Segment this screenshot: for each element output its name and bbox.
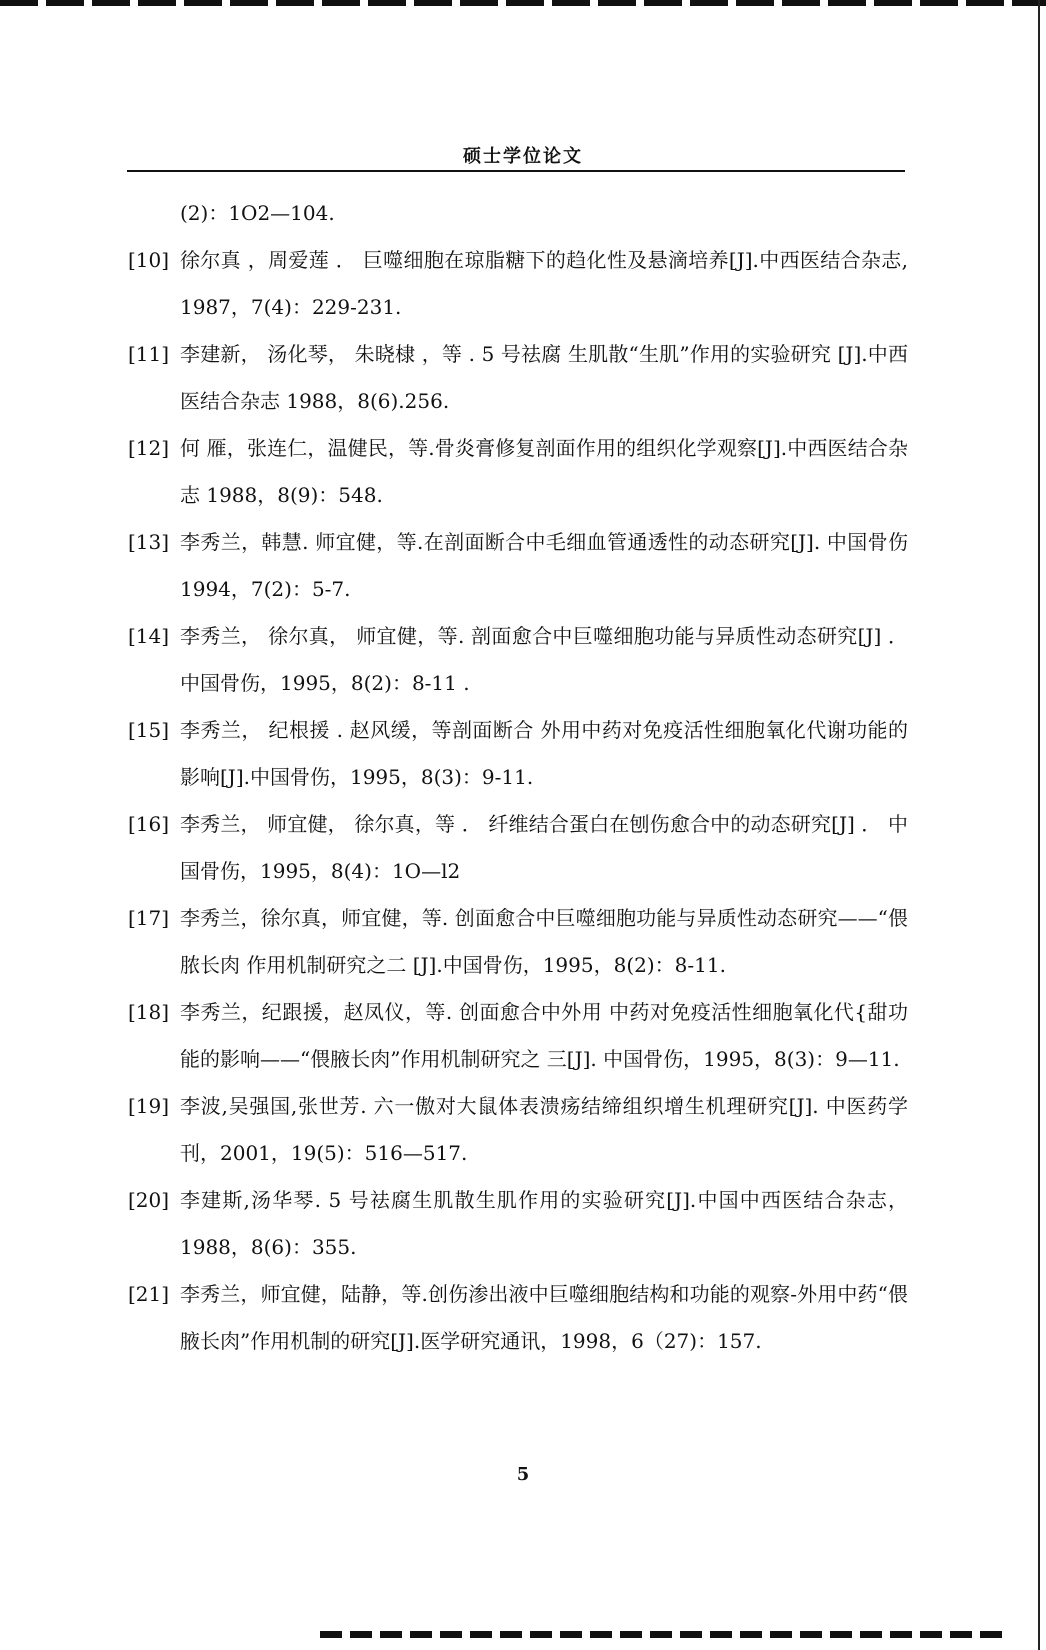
reference-item	[128, 707, 908, 801]
reference-item	[128, 989, 908, 1083]
reference-item	[128, 613, 908, 707]
reference-text: 李秀兰， 纪根援 . 赵风缓，等剖面断合 外用中药对免疫活性细胞氧化代谢功能的影响[J].中国骨伤，1995，8(3)：9-11.	[180, 718, 908, 789]
running-header: 硕士学位论文	[463, 146, 583, 167]
reference-number: [11]	[128, 342, 170, 366]
reference-number: [15]	[128, 718, 170, 742]
reference-text: 李秀兰，师宜健，陆静，等.创伤渗出液中巨噬细胞结构和功能的观察-外用中药“偎腋长肉”作用机制的研究[J].医学研究通讯，1998，6（27)：157.	[180, 1282, 908, 1353]
scan-edge-right	[1038, 0, 1040, 1650]
reference-item	[128, 331, 908, 425]
reference-list	[128, 190, 908, 1365]
reference-item	[128, 425, 908, 519]
reference-continuation: (2)：1O2—104.	[180, 201, 335, 225]
scan-edge-bottom	[320, 1631, 1006, 1638]
reference-number: [17]	[128, 906, 170, 930]
reference-text: 李秀兰，徐尔真，师宜健，等. 创面愈合中巨噬细胞功能与异质性动态研究——“偎脓长肉 作用机制研究之二 [J].中国骨伤，1995，8(2)：8-11.	[180, 906, 908, 977]
reference-text: 李秀兰，纪跟援，赵凤仪，等. 创面愈合中外用 中药对免疫活性细胞氧化代{甜功能的影响——“偎腋长肉”作用机制研究之 三[J]. 中国骨伤，1995，8(3)：9—11.	[180, 1000, 908, 1071]
reference-item	[128, 1177, 908, 1271]
reference-text: 何 雁，张连仁，温健民，等.骨炎膏修复剖面作用的组织化学观察[J].中西医结合杂志 1988，8(9)：548.	[180, 436, 908, 507]
reference-number: [13]	[128, 530, 170, 554]
reference-number: [18]	[128, 1000, 170, 1024]
reference-text: 李建新， 汤化琴， 朱晓棣 ，等 . 5 号祛腐 生肌散“生肌”作用的实验研究 [J].中西医结合杂志 1988，8(6).256.	[180, 342, 908, 413]
page-number: 5	[516, 1464, 530, 1485]
header-rule	[127, 170, 905, 172]
reference-number: [19]	[128, 1094, 170, 1118]
reference-text: 李秀兰， 师宜健， 徐尔真，等 ． 纤维结合蛋白在刨伤愈合中的动态研究[J] ． 中国骨伤，1995，8(4)：1O—l2	[180, 812, 908, 883]
reference-text: 李秀兰， 徐尔真， 师宜健，等. 剖面愈合中巨噬细胞功能与异质性动态研究[J] ． 中国骨伤，1995，8(2)：8-11 .	[180, 624, 908, 695]
scan-edge-top	[0, 0, 1046, 6]
reference-number: [14]	[128, 624, 170, 648]
reference-text: 徐尔真 ，周爱莲 ． 巨噬细胞在琼脂糖下的趋化性及悬滴培养[J].中西医结合杂志, 1987，7(4)：229-231.	[180, 248, 908, 319]
reference-number: [21]	[128, 1282, 170, 1306]
reference-number: [12]	[128, 436, 170, 460]
reference-number: [16]	[128, 812, 170, 836]
reference-text: 李建斯,汤华琴. 5 号祛腐生肌散生肌作用的实验研究[J].中国中西医结合杂志，1988，8(6)：355.	[180, 1188, 908, 1259]
reference-item	[128, 1271, 908, 1365]
reference-text: 李波,吴强国,张世芳. 六一傲对大鼠体表溃疡结缔组织增生机理研究[J]. 中医药学刊，2001，19(5)：516—517.	[180, 1094, 908, 1165]
reference-item	[128, 801, 908, 895]
reference-number: [20]	[128, 1188, 170, 1212]
reference-item	[128, 895, 908, 989]
reference-item	[128, 1083, 908, 1177]
reference-item	[128, 237, 908, 331]
reference-item	[128, 519, 908, 613]
reference-number: [10]	[128, 248, 170, 272]
reference-text: 李秀兰，韩慧. 师宜健，等.在剖面断合中毛细血管通透性的动态研究[J]. 中国骨伤 1994，7(2)：5-7.	[180, 530, 908, 601]
